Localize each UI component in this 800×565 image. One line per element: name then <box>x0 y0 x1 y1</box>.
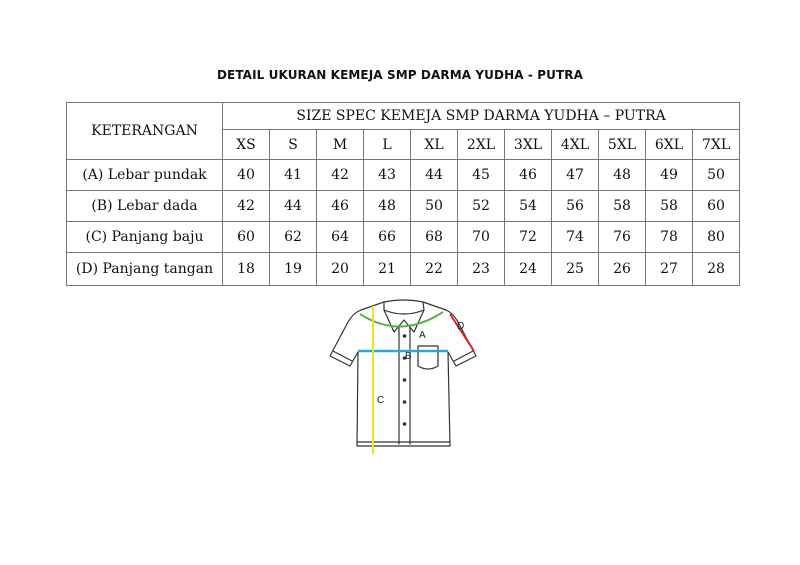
label-c: C <box>377 395 385 406</box>
table-cell: 42 <box>317 160 364 191</box>
table-cell: 78 <box>646 222 693 253</box>
size-header-5xl: 5XL <box>599 130 646 160</box>
size-spec-header: SIZE SPEC KEMEJA SMP DARMA YUDHA – PUTRA <box>223 103 740 130</box>
table-cell: 46 <box>317 191 364 222</box>
table-cell: 70 <box>458 222 505 253</box>
table-cell: 41 <box>270 160 317 191</box>
row-label: (A) Lebar pundak <box>67 160 223 191</box>
row-label: (D) Panjang tangan <box>67 253 223 286</box>
table-cell: 74 <box>552 222 599 253</box>
label-d: D <box>457 321 465 332</box>
table-cell: 60 <box>223 222 270 253</box>
table-row <box>67 191 740 222</box>
table-cell: 28 <box>693 253 740 286</box>
table-cell: 26 <box>599 253 646 286</box>
size-spec-table <box>66 102 740 286</box>
row-label: (C) Panjang baju <box>67 222 223 253</box>
keterangan-header: KETERANGAN <box>67 103 223 160</box>
table-cell: 66 <box>364 222 411 253</box>
table-cell: 54 <box>505 191 552 222</box>
size-header-2xl: 2XL <box>458 130 505 160</box>
table-cell: 42 <box>223 191 270 222</box>
table-cell: 58 <box>599 191 646 222</box>
document-title: DETAIL UKURAN KEMEJA SMP DARMA YUDHA - PUTRA <box>216 68 584 82</box>
table-row <box>67 222 740 253</box>
table-cell: 68 <box>411 222 458 253</box>
size-header-l: L <box>364 130 411 160</box>
table-cell: 47 <box>552 160 599 191</box>
table-cell: 44 <box>270 191 317 222</box>
table-cell: 60 <box>693 191 740 222</box>
row-label: (B) Lebar dada <box>67 191 223 222</box>
table-cell: 62 <box>270 222 317 253</box>
table-cell: 18 <box>223 253 270 286</box>
size-header-7xl: 7XL <box>693 130 740 160</box>
shirt-diagram <box>320 296 490 458</box>
table-row <box>67 253 740 286</box>
shirt-buttons <box>403 334 407 426</box>
table-cell: 22 <box>411 253 458 286</box>
table-cell: 52 <box>458 191 505 222</box>
size-header-6xl: 6XL <box>646 130 693 160</box>
table-cell: 21 <box>364 253 411 286</box>
size-header-xs: XS <box>223 130 270 160</box>
table-cell: 25 <box>552 253 599 286</box>
table-cell: 56 <box>552 191 599 222</box>
table-cell: 43 <box>364 160 411 191</box>
label-b: B <box>405 351 412 362</box>
table-cell: 40 <box>223 160 270 191</box>
table-cell: 20 <box>317 253 364 286</box>
measurement-rows <box>67 160 740 286</box>
size-header-s: S <box>270 130 317 160</box>
table-cell: 46 <box>505 160 552 191</box>
table-cell: 50 <box>411 191 458 222</box>
table-cell: 58 <box>646 191 693 222</box>
table-cell: 49 <box>646 160 693 191</box>
table-cell: 45 <box>458 160 505 191</box>
table-cell: 27 <box>646 253 693 286</box>
size-header-4xl: 4XL <box>552 130 599 160</box>
shirt-collar <box>384 300 424 314</box>
table-cell: 72 <box>505 222 552 253</box>
size-header-m: M <box>317 130 364 160</box>
size-header-3xl: 3XL <box>505 130 552 160</box>
table-cell: 50 <box>693 160 740 191</box>
table-cell: 64 <box>317 222 364 253</box>
table-cell: 19 <box>270 253 317 286</box>
table-row <box>67 160 740 191</box>
table-cell: 24 <box>505 253 552 286</box>
shirt-pocket <box>418 346 438 369</box>
label-a: A <box>419 330 426 341</box>
table-cell: 80 <box>693 222 740 253</box>
sleeve-length-line <box>450 314 474 351</box>
size-header-xl: XL <box>411 130 458 160</box>
table-cell: 44 <box>411 160 458 191</box>
table-cell: 76 <box>599 222 646 253</box>
table-cell: 48 <box>599 160 646 191</box>
shirt-placket <box>399 326 410 444</box>
table-cell: 23 <box>458 253 505 286</box>
table-cell: 48 <box>364 191 411 222</box>
